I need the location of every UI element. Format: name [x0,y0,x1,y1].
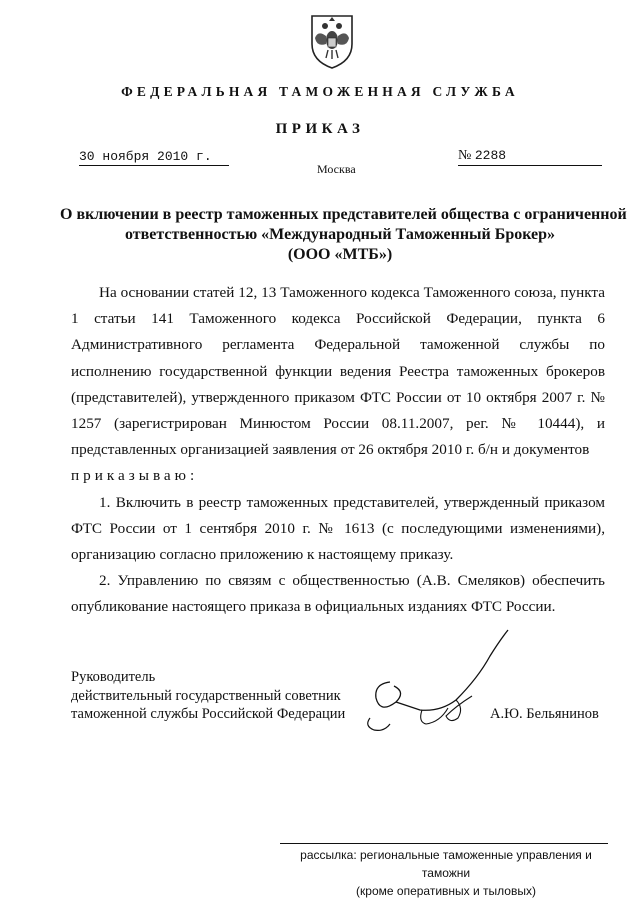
signatory-title-line: таможенной службы Российской Федерации [71,706,346,722]
distribution-line: (кроме оперативных и тыловых) [356,884,536,898]
order-number [458,148,602,166]
subject-line: (ООО «МТБ») [287,246,393,263]
order-item-2: 2. Управлению по связям с общественностью (А.В. Смеляков) обеспечить опубликование настоящего приказа в официальных изданиях ФТС России. [71,572,605,616]
signatory-title-line: Руководитель [71,669,156,685]
coat-of-arms-icon [309,14,355,70]
order-number-value: 2288 [474,148,507,163]
agency-name: ФЕДЕРАЛЬНАЯ ТАМОЖЕННАЯ СЛУЖБА [121,84,519,99]
order-word: приказываю: [71,467,199,485]
order-date: 30 ноября 2010 г. [79,149,229,166]
order-city: Москва [317,162,356,176]
subject-line: О включении в реестр таможенных представителей общества с ограниченной [60,206,627,223]
order-body [71,280,605,621]
signatory-name: А.Ю. Бельянинов [490,706,599,722]
distribution-line: рассылка: региональные таможенные управления и таможни [300,848,592,880]
document-type: ПРИКАЗ [275,121,365,137]
signatory-title [71,668,391,724]
order-number-prefix: № [458,148,472,163]
signatory-title-line: действительный государственный советник [71,687,341,704]
order-subject [60,205,627,265]
order-item-1: 1. Включить в реестр таможенных представителей, утвержденный приказом ФТС России от 1 сентября 2010 г. № 1613 (с последующими изменениями), организацию согласно приложению к настоящему приказу. [71,493,605,564]
preamble-paragraph: На основании статей 12, 13 Таможенного кодекса Таможенного союза, пункта 1 статьи 141 Таможенного кодекса Российской Федерации, пункта 6 Административного регламента Федеральной таможенной службы по исполнению государственной функции ведения Реестра таможенных брокеров (представителей), утвержденного приказом ФТС России от 10 октября 2007 г. № 1257 (зарегистрирован Минюстом России 08.11.2007, рег. № 10444), и представленных организацией заявления от 26 октября 2010 г. б/н и документов [71,284,605,459]
distribution-list [280,846,612,900]
subject-line: ответственностью «Международный Таможенный Брокер» [124,226,556,243]
distribution-divider [280,843,608,844]
